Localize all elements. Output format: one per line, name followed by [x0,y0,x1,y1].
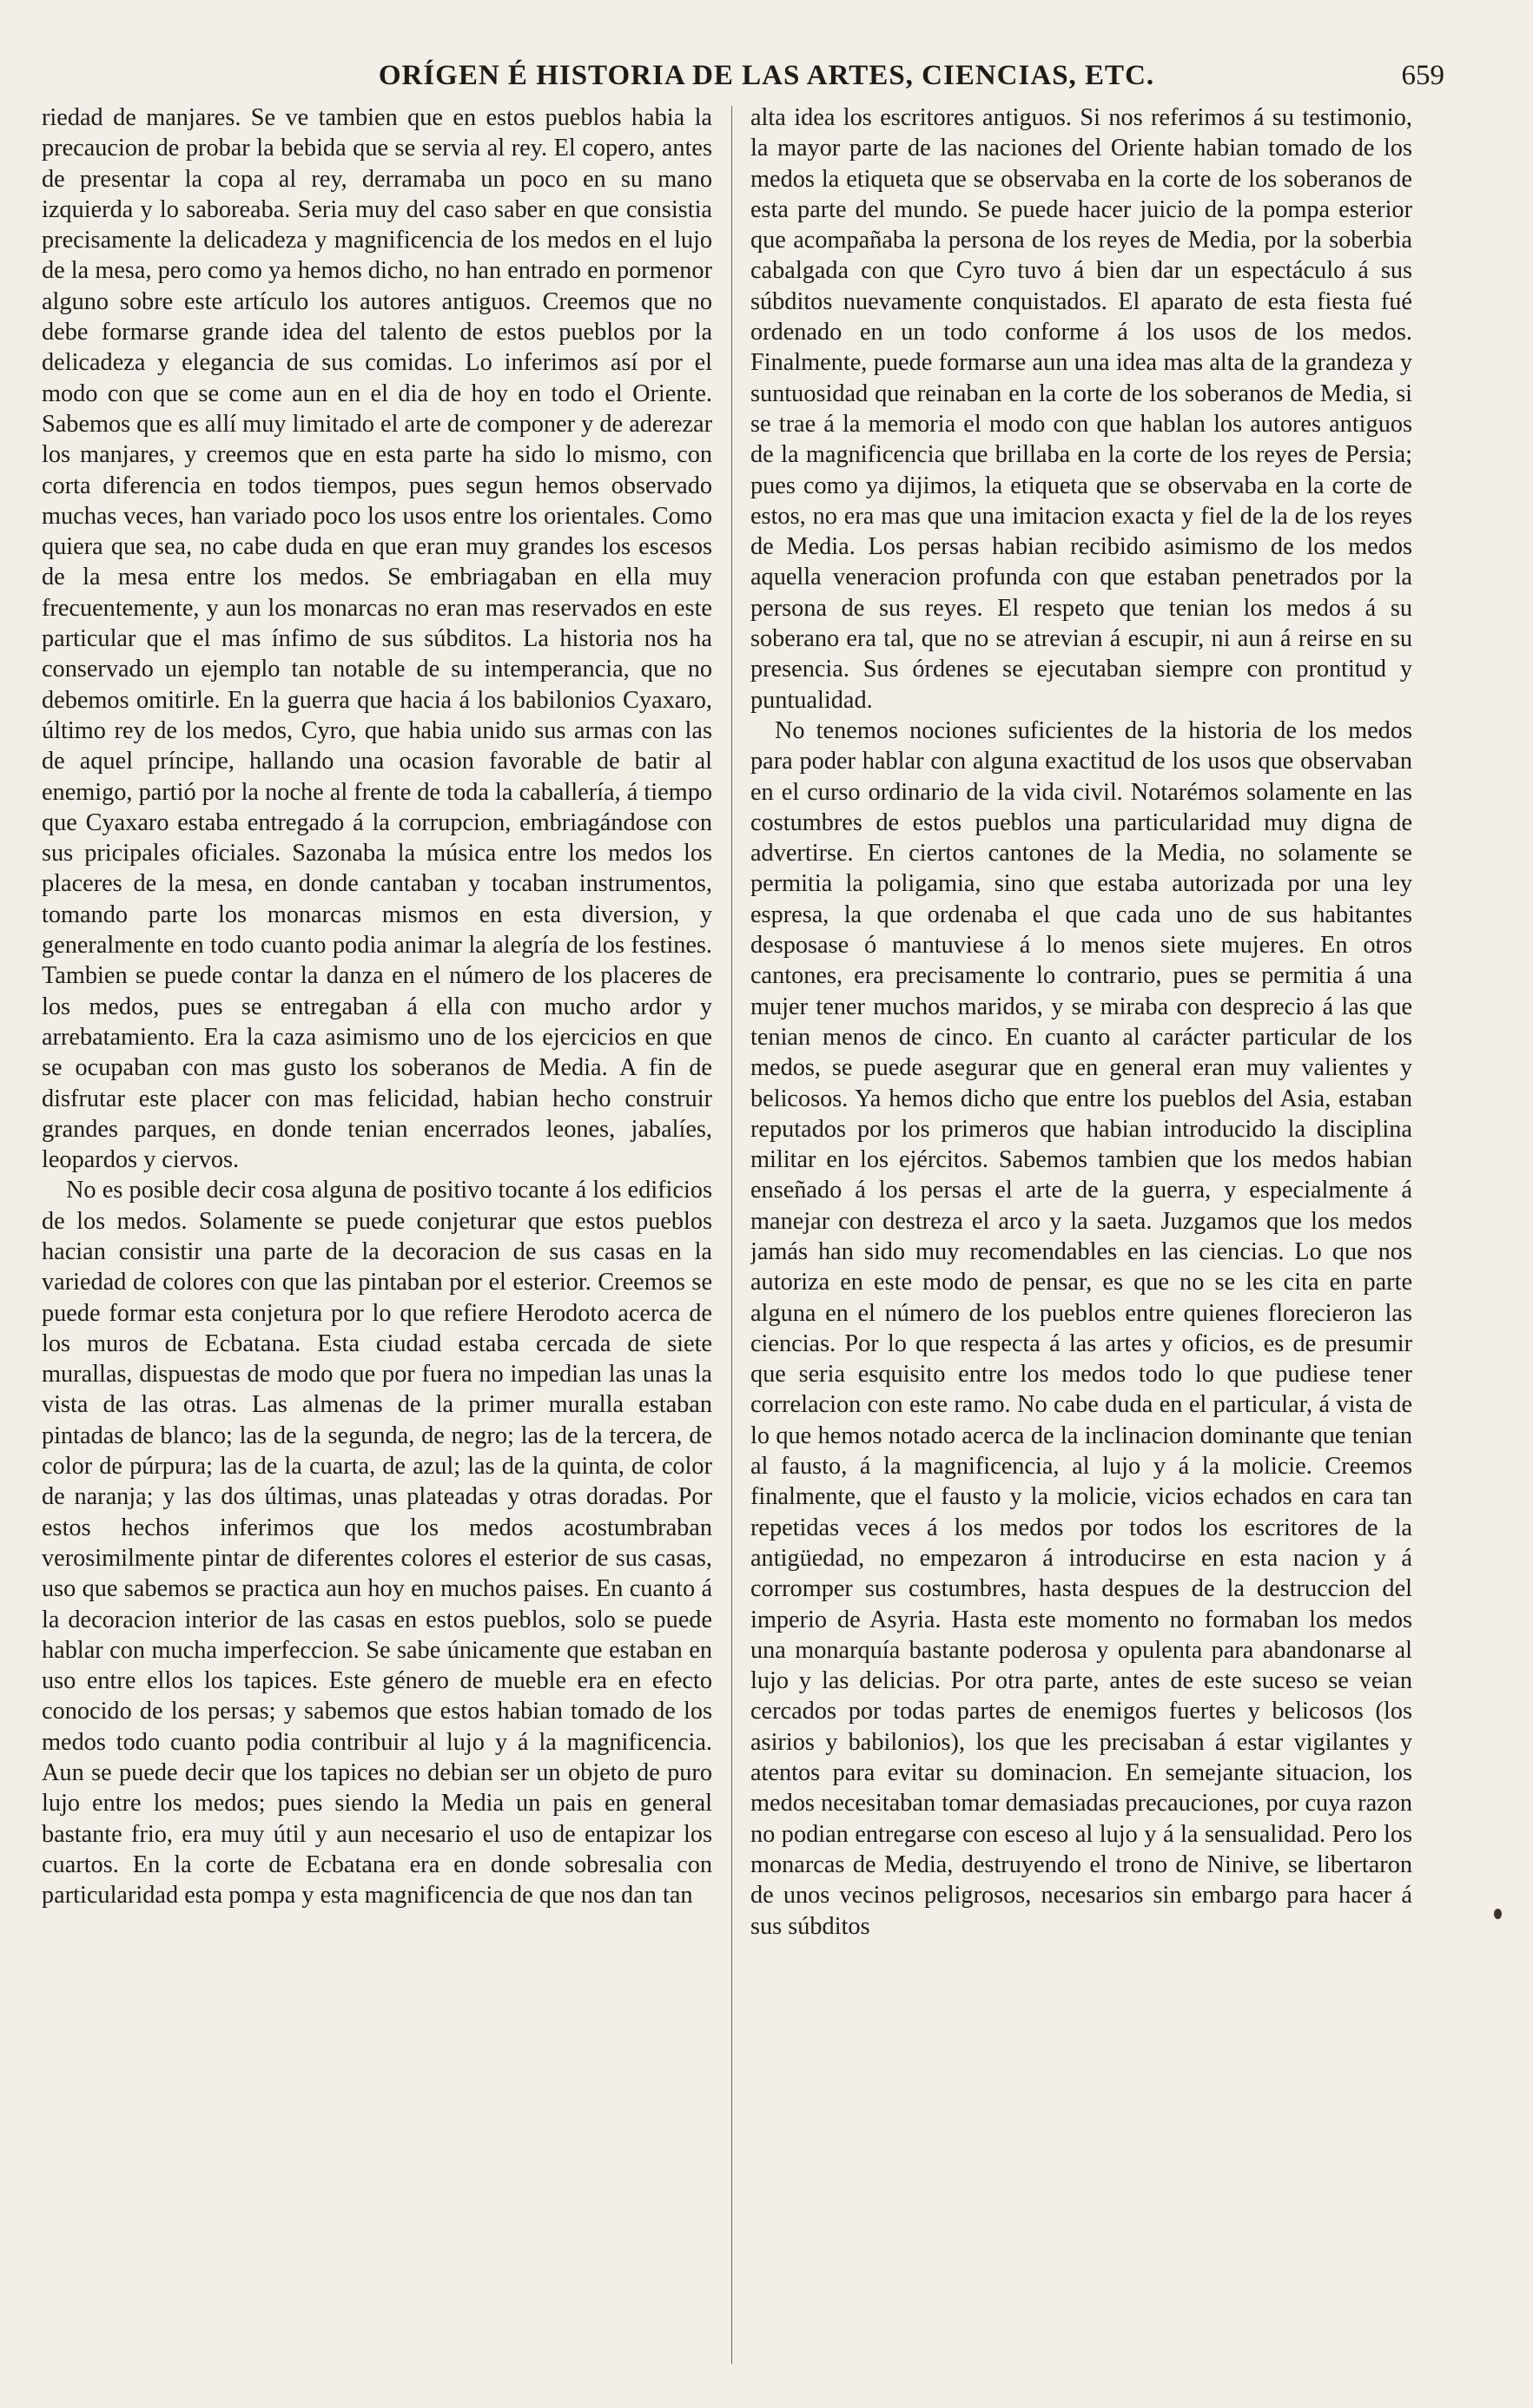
running-head [35,54,1498,97]
running-title: ORÍGEN É HISTORIA DE LAS ARTES, CIENCIAS, ETC. [378,60,1155,91]
ink-spot [1494,1909,1502,1919]
right-column [750,102,1412,2378]
column-divider [731,106,732,2364]
page-number: 659 [1401,60,1444,91]
paragraph: No tenemos nociones suficientes de la historia de los medos para poder hablar con alguna exactitud de los usos que observaban en el curso ordinario de la vida civil. Notarémos solamente en las costumbres de estos pueblos una particularidad muy digna de advertirse. En ciertos cantones de la Media, no solamente se permitia la poligamia, sino que estaba autorizada por una ley espresa, la que ordenaba el que cada uno de sus habitantes desposase ó mantuviese á lo menos siete mujeres. En otros cantones, era precisamente lo contrario, pues se permitia á una mujer tener muchos maridos, y se miraba con desprecio á las que tenian menos de cinco. En cuanto al carácter particular de los medos, se puede asegurar que en general eran muy valientes y belicosos. Ya hemos dicho que entre los pueblos del Asia, estaban reputados por los primeros que habian introducido la disciplina militar en los ejércitos. Sabemos tambien que los medos habian enseñado á los persas el arte de la guerra, y especialmente á manejar con destreza el arco y la saeta. Juzgamos que los medos jamás han sido muy recomendables en las ciencias. Lo que nos autoriza en este modo de pensar, es que no se les cita en parte alguna en el número de los pueblos entre quienes florecieron las ciencias. Por lo que respecta á las artes y oficios, es de presumir que seria esquisito entre los medos todo lo que pudiese tener correlacion con este ramo. No cabe duda en el particular, á vista de lo que hemos notado acerca de la inclinacion dominante que tenian al fausto, á la magnificencia, al lujo y á la molicie. Creemos finalmente, que el fausto y la molicie, vicios echados en cara tan repetidas veces á los medos por todos los escritores de la antigüedad, no empezaron á introducirse en esta nacion y á corromper sus costumbres, hasta despues de la destruccion del imperio de Asyria. Hasta este momento no formaban los medos una monarquía bastante poderosa y opulenta para abandonarse al lujo y las delicias. Por otra parte, antes de este suceso se veian cercados por todas partes de enemigos fuertes y belicosos (los asirios y babilonios), los que les precisaban á estar vigilantes y atentos para evitar su dominacion. En semejante situacion, los medos necesitaban tomar demasiadas precauciones, por cuya razon no podian entregarse con esceso al lujo y á la sensualidad. Pero los monarcas de Media, destruyendo el trono de Ninive, se libertaron de unos vecinos peligrosos, necesarios sin embargo para hacer á sus súbditos [750,716,1412,1940]
paragraph: alta idea los escritores antiguos. Si nos referimos á su testimonio, la mayor parte de las naciones del Oriente habian tomado de los medos la etiqueta que se observaba en la corte de los soberanos de esta parte del mundo. Se puede hacer juicio de la pompa esterior que acompañaba la persona de los reyes de Media, por la soberbia cabalgada con que Cyro tuvo á bien dar un espectáculo á sus súbditos nuevamente conquistados. El aparato de esta fiesta fué ordenado en un todo conforme á los usos de los medos. Finalmente, puede formarse aun una idea mas alta de la grandeza y suntuosidad que reinaban en la corte de los soberanos de Media, si se trae á la memoria el modo con que hablan los autores antiguos de la magnificencia que brillaba en la corte de los reyes de Persia; pues como ya dijimos, la etiqueta que se observaba en la corte de estos, no era mas que una imitacion exacta y fiel de la de los reyes de Media. Los persas habian recibido asimismo de los medos aquella veneracion profunda con que estaban penetrados por la persona de sus reyes. El respeto que tenian los medos á su soberano era tal, que no se atrevian á escupir, ni aun á reirse en su presencia. Sus órdenes se ejecutaban siempre con prontitud y puntualidad. [750,104,1412,714]
paragraph: riedad de manjares. Se ve tambien que en estos pueblos habia la precaucion de probar la bebida que se servia al rey. El copero, antes de presentar la copa al rey, derramaba un poco en su mano izquierda y lo saboreaba. Seria muy del caso saber en que consistia precisamente la delicadeza y magnificencia de los medos en el lujo de la mesa, pero como ya hemos dicho, no han entrado en pormenor alguno sobre este artículo los autores antiguos. Creemos que no debe formarse grande idea del talento de estos pueblos por la delicadeza y elegancia de sus comidas. Lo inferimos así por el modo con que se come aun en el dia de hoy en todo el Oriente. Sabemos que es allí muy limitado el arte de componer y de aderezar los manjares, y creemos que en esta parte ha sido lo mismo, con corta diferencia en todos tiempos, pues segun hemos observado muchas veces, han variado poco los usos entre los orientales. Como quiera que sea, no cabe duda en que eran muy grandes los escesos de la mesa entre los medos. Se embriagaban en ella muy frecuentemente, y aun los monarcas no eran mas reservados en este particular que el mas ínfimo de sus súbditos. La historia nos ha conservado un ejemplo tan notable de su intemperancia, que no debemos omitirle. En la guerra que hacia á los babilonios Cyaxaro, último rey de los medos, Cyro, que habia unido sus armas con las de aquel príncipe, hallando una ocasion favorable de batir al enemigo, partió por la noche al frente de toda la caballería, á tiempo que Cyaxaro estaba entregado á la corrupcion, embriagándose con sus pricipales oficiales. Sazonaba la música entre los medos los placeres de la mesa, en donde cantaban y tocaban instrumentos, tomando parte los monarcas mismos en esta diversion, y generalmente en todo cuanto podia animar la alegría de los festines. Tambien se puede contar la danza en el número de los placeres de los medos, pues se entregaban á ella con mucho ardor y arrebatamiento. Era la caza asimismo uno de los ejercicios en que se ocupaban con mas gusto los soberanos de Media. A fin de disfrutar este placer con mas felicidad, habian hecho construir grandes parques, en donde tenian encerrados leones, jabalíes, leopardos y ciervos. [42,104,712,1174]
paragraph: No es posible decir cosa alguna de positivo tocante á los edificios de los medos. Solamente se puede conjeturar que estos pueblos hacian consistir una parte de la decoracion de sus casas en la variedad de colores con que las pintaban por el esterior. Creemos se puede formar esta conjetura por lo que refiere Herodoto acerca de los muros de Ecbatana. Esta ciudad estaba cercada de siete murallas, dispuestas de modo que por fuera no impedian las unas la vista de las otras. Las almenas de la primer muralla estaban pintadas de blanco; las de la segunda, de negro; las de la tercera, de color de púrpura; las de la cuarta, de azul; las de la quinta, de color de naranja; y las dos últimas, unas plateadas y otras doradas. Por estos hechos inferimos que los medos acostumbraban verosimilmente pintar de diferentes colores el esterior de sus casas, uso que sabemos se practica aun hoy en muchos paises. En cuanto á la decoracion interior de las casas en estos pueblos, solo se puede hablar con mucha imperfeccion. Se sabe únicamente que estaban en uso entre ellos los tapices. Este género de mueble era en efecto conocido de los persas; y sabemos que estos habian tomado de los medos todo cuanto podia contribuir al lujo y á la magnificencia. Aun se puede decir que los tapices no debian ser un objeto de puro lujo entre los medos; pues siendo la Media un pais en general bastante frio, era muy útil y aun necesario el uso de entapizar los cuartos. En la corte de Ecbatana era en donde sobresalia con particularidad esta pompa y esta magnificencia de que nos dan tan [42,1177,712,1910]
left-column [42,102,712,2378]
